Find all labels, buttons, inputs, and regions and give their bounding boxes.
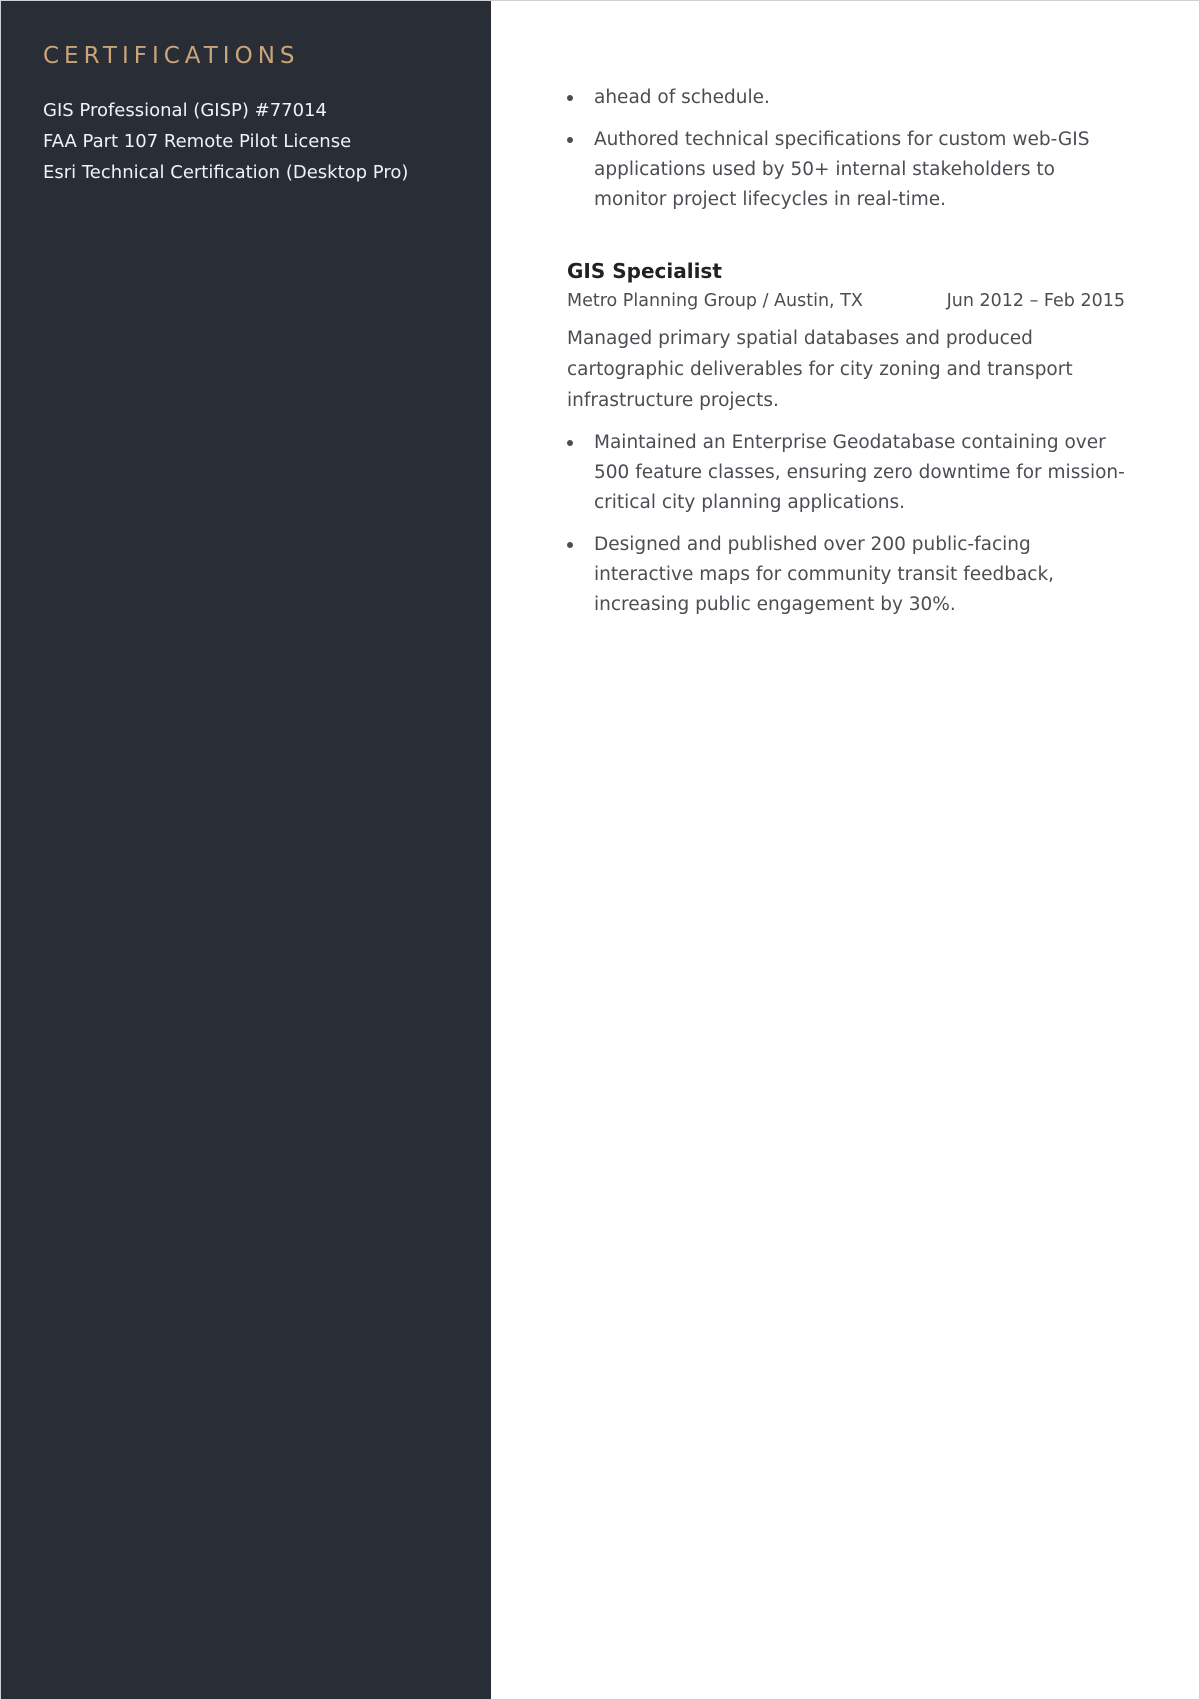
bullet-item (567, 83, 1125, 113)
sidebar (1, 1, 491, 1699)
bullet-text: Authored technical specifications for custom web-GIS applications used by 50+ internal stakeholders to monitor project lifecycles in real-time. (594, 129, 1090, 210)
certifications-heading: CERTIFICATIONS (43, 43, 300, 69)
bullet-item (567, 428, 1125, 518)
job-entry (567, 257, 1125, 620)
bullet-item (567, 530, 1125, 620)
certification-item: Esri Technical Certification (Desktop Pro) (43, 162, 409, 183)
certification-item: FAA Part 107 Remote Pilot License (43, 131, 352, 152)
certification-item: GIS Professional (GISP) #77014 (43, 100, 327, 121)
job-bullets (567, 428, 1125, 620)
bullet-icon (567, 137, 573, 143)
previous-job-bullets (567, 83, 1125, 215)
certifications-list (43, 95, 449, 188)
bullet-text: Designed and published over 200 public-facing interactive maps for community transit feedback, increasing public engagement by 30%. (594, 534, 1055, 615)
job-title: GIS Specialist (567, 259, 722, 283)
job-dates: Jun 2012 – Feb 2015 (946, 291, 1125, 311)
job-summary: Managed primary spatial databases and produced cartographic deliverables for city zoning and transport infrastructure projects. (567, 328, 1073, 411)
bullet-text: ahead of schedule. (594, 87, 770, 108)
bullet-item (567, 125, 1125, 215)
bullet-text: Maintained an Enterprise Geodatabase containing over 500 feature classes, ensuring zero downtime for mission-critical city planning applications. (594, 432, 1125, 513)
bullet-icon (567, 95, 573, 101)
main-content (491, 1, 1199, 1699)
job-meta (567, 287, 1125, 315)
job-company: Metro Planning Group / Austin, TX (567, 291, 863, 311)
bullet-icon (567, 542, 573, 548)
bullet-icon (567, 440, 573, 446)
